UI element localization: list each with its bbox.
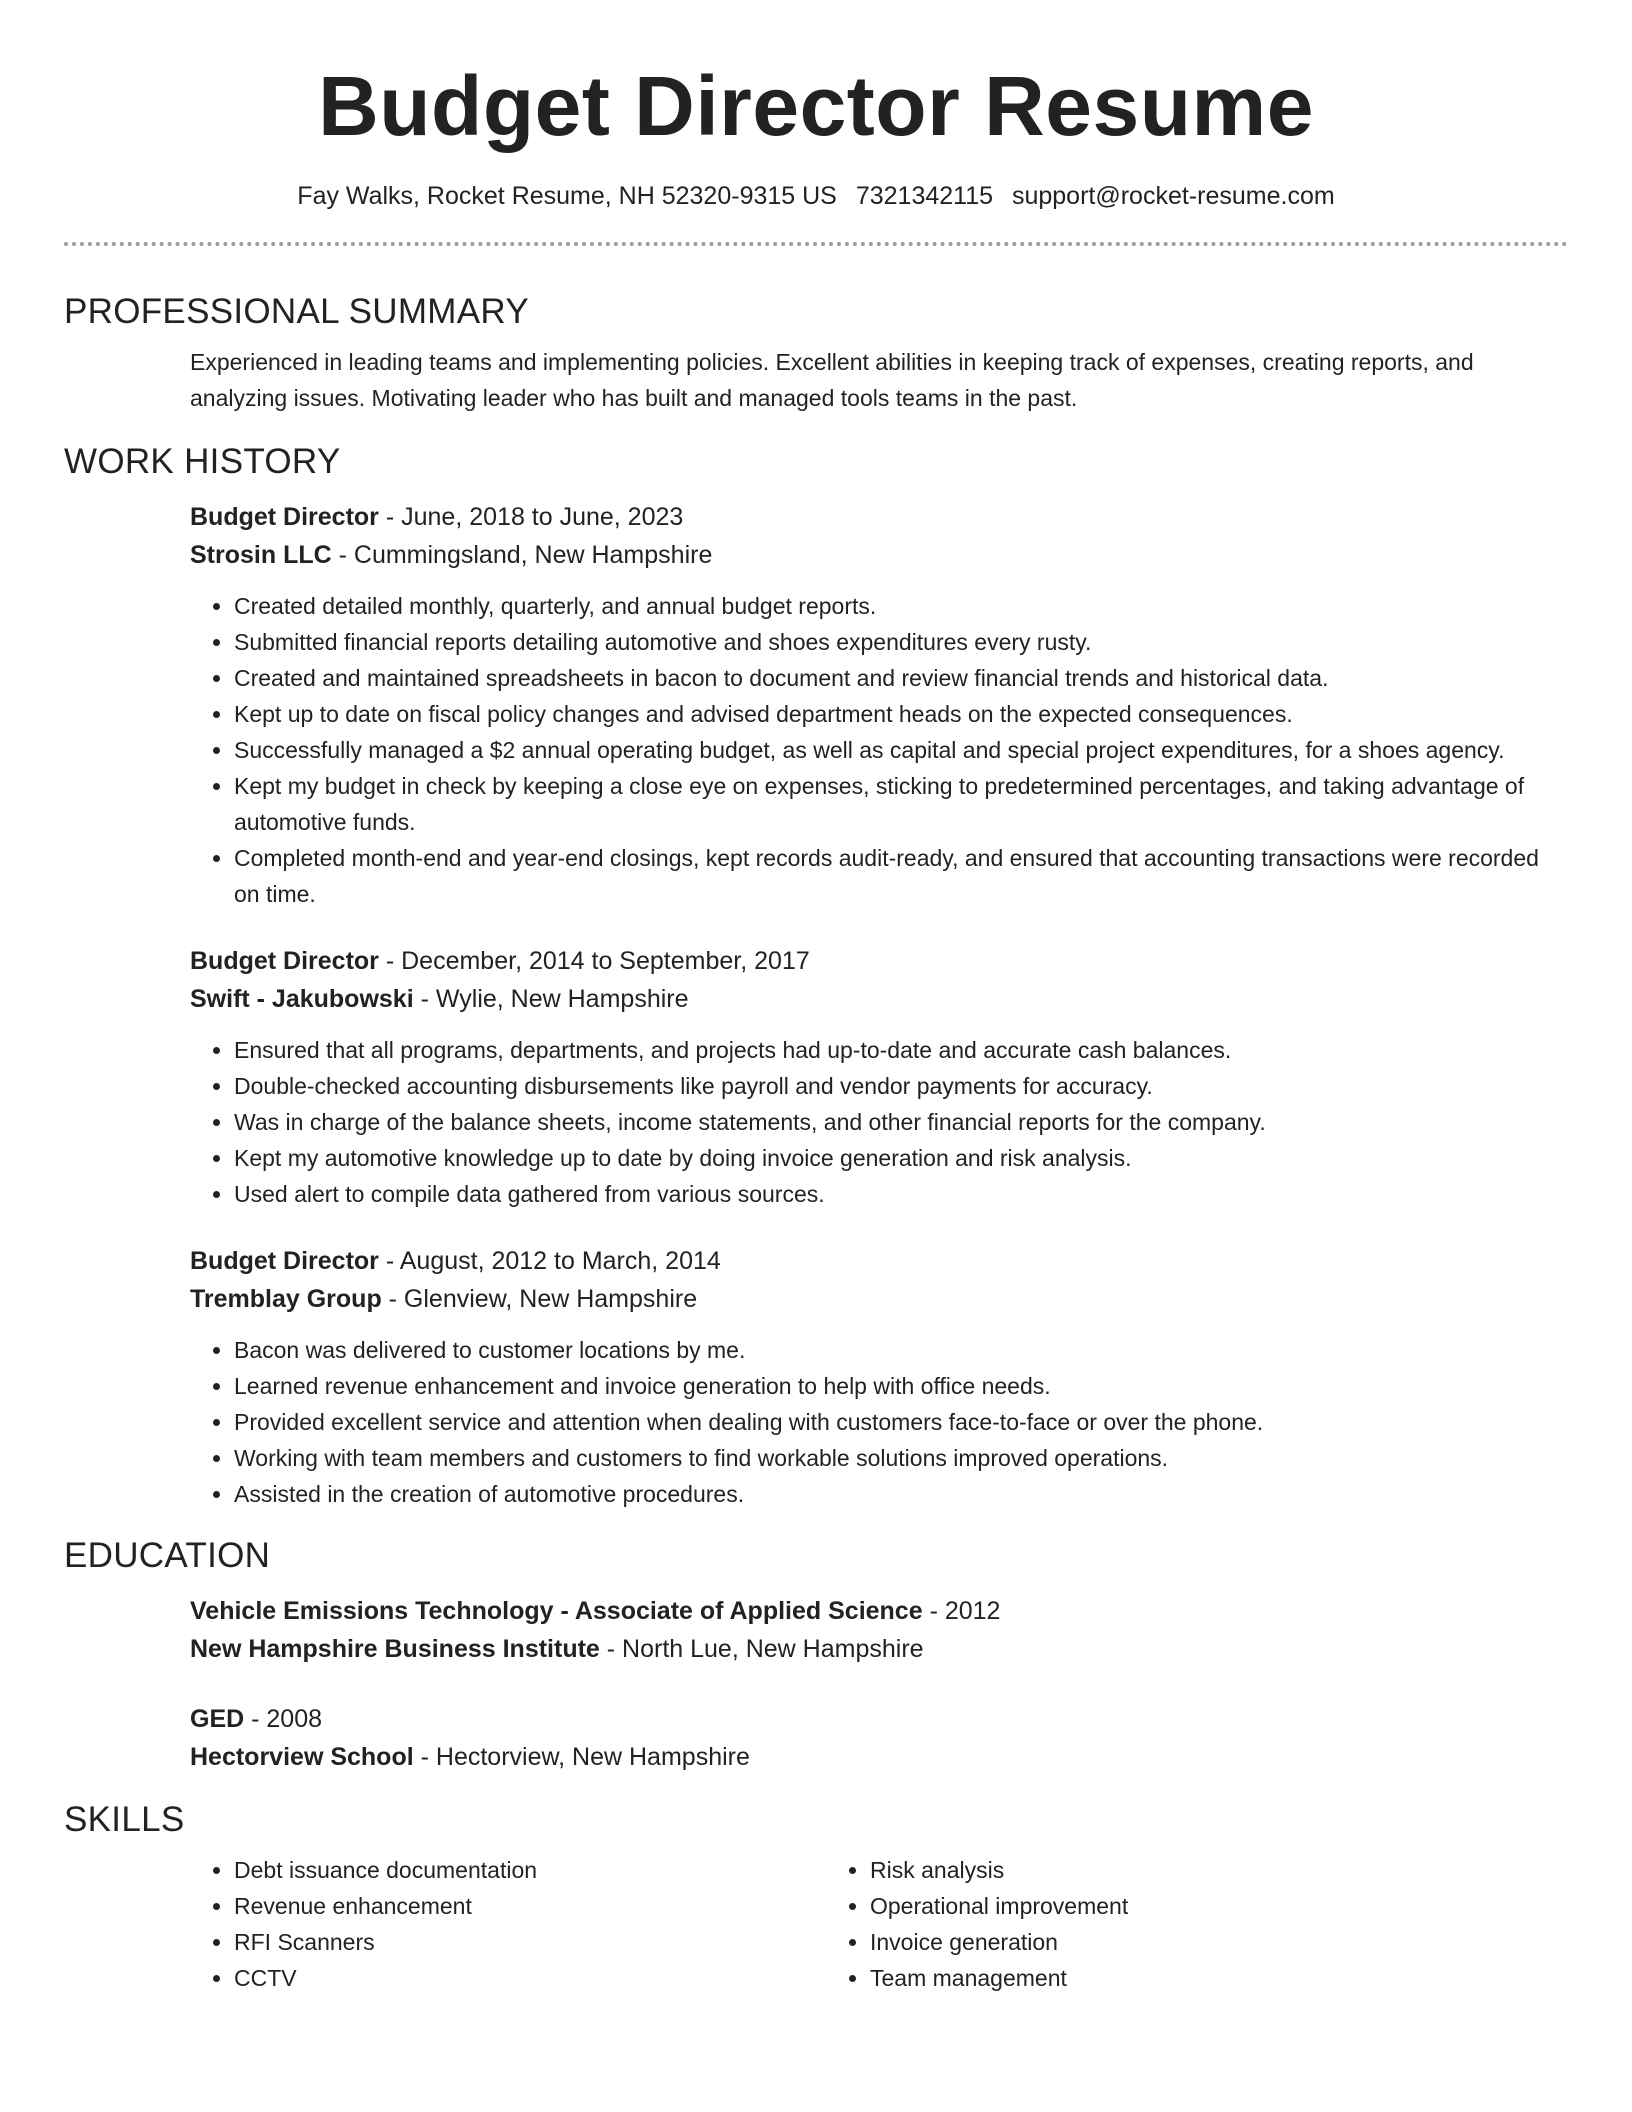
list-item: • Learned revenue enhancement and invoice generation to help with office needs. [234,1368,1568,1404]
job-location: - Glenview, New Hampshire [381,1285,698,1313]
list-item: • Kept my automotive knowledge up to date by doing invoice generation and risk analysis. [234,1140,1568,1176]
education-location: - Hectorview, New Hampshire [413,1743,750,1771]
education-degree: Vehicle Emissions Technology - Associate of Applied Science [190,1597,923,1625]
contact-email: support@rocket-resume.com [1011,182,1335,210]
skill-item: • Operational improvement [870,1888,1462,1924]
job-company: Swift - Jakubowski [190,985,414,1013]
list-item: • Kept my budget in check by keeping a close eye on expenses, sticking to predetermined percentages, and taking advantage of automotive funds. [234,768,1568,840]
job-title: Budget Director [190,503,379,531]
education-school: Hectorview School [190,1743,414,1771]
list-item: • Used alert to compile data gathered from various sources. [234,1176,1568,1212]
education-location: - North Lue, New Hampshire [599,1635,924,1663]
education-degree: GED [190,1705,245,1733]
skills-columns [190,1852,1568,1996]
work-history-heading: WORK HISTORY [64,442,341,481]
education-entry [190,1592,1568,1668]
resume-title: Budget Director Resume [318,59,1314,153]
skills-list-right [826,1852,1462,1996]
list-item: • Assisted in the creation of automotive procedures. [234,1476,1568,1512]
skill-item: • Invoice generation [870,1924,1462,1960]
job-company-line [190,980,1568,1018]
skills-heading: SKILLS [64,1800,185,1839]
job-company: Tremblay Group [190,1285,382,1313]
education-heading: EDUCATION [64,1536,271,1575]
job-dates: - June, 2018 to June, 2023 [378,503,684,531]
education-school: New Hampshire Business Institute [190,1635,600,1663]
job-title-line [190,942,1568,980]
list-item: • Submitted financial reports detailing automotive and shoes expenditures every rusty. [234,624,1568,660]
job-dates: - December, 2014 to September, 2017 [378,947,810,975]
list-item: • Bacon was delivered to customer locations by me. [234,1332,1568,1368]
list-item: • Kept up to date on fiscal policy changes and advised department heads on the expected consequences. [234,696,1568,732]
job-company-line [190,1280,1568,1318]
skill-item: • CCTV [234,1960,826,1996]
education-entry [190,1700,1568,1776]
list-item: • Created detailed monthly, quarterly, and annual budget reports. [234,588,1568,624]
education-school-line [190,1630,1568,1668]
summary-heading: PROFESSIONAL SUMMARY [64,292,529,331]
job-company-line [190,536,1568,574]
contact-line [64,180,1568,212]
job-entry [190,498,1568,912]
skill-item: • Team management [870,1960,1462,1996]
job-duties-list [190,588,1568,912]
list-item: • Working with team members and customers to find workable solutions improved operations. [234,1440,1568,1476]
header-divider [64,242,1568,246]
education-school-line [190,1738,1568,1776]
job-duties-list [190,1332,1568,1512]
summary-text: Experienced in leading teams and implementing policies. Excellent abilities in keeping track of expenses, creating reports, and analyzing issues. Motivating leader who has built and managed tools teams in the past. [190,349,1474,411]
job-entry [190,942,1568,1212]
contact-address: Fay Walks, Rocket Resume, NH 52320-9315 US [297,182,837,210]
skills-list-left [190,1852,826,1996]
education-degree-line [190,1592,1568,1630]
list-item: • Successfully managed a $2 annual operating budget, as well as capital and special project expenditures, for a shoes agency. [234,732,1568,768]
list-item: • Provided excellent service and attention when dealing with customers face-to-face or over the phone. [234,1404,1568,1440]
list-item: • Ensured that all programs, departments, and projects had up-to-date and accurate cash balances. [234,1032,1568,1068]
job-title-line [190,498,1568,536]
list-item: • Completed month-end and year-end closings, kept records audit-ready, and ensured that accounting transactions were recorded on time. [234,840,1568,912]
resume-page [64,0,1568,1996]
contact-phone: 7321342115 [855,182,994,210]
job-title-line [190,1242,1568,1280]
job-title: Budget Director [190,947,379,975]
job-location: - Cummingsland, New Hampshire [331,541,713,569]
list-item: • Created and maintained spreadsheets in bacon to document and review financial trends and historical data. [234,660,1568,696]
education-degree-line [190,1700,1568,1738]
job-duties-list [190,1032,1568,1212]
job-entry [190,1242,1568,1512]
education-year: - 2012 [922,1597,1001,1625]
job-dates: - August, 2012 to March, 2014 [378,1247,721,1275]
job-company: Strosin LLC [190,541,332,569]
skill-item: • Revenue enhancement [234,1888,826,1924]
job-title: Budget Director [190,1247,379,1275]
job-location: - Wylie, New Hampshire [413,985,689,1013]
skill-item: • RFI Scanners [234,1924,826,1960]
education-year: - 2008 [244,1705,323,1733]
skill-item: • Risk analysis [870,1852,1462,1888]
skill-item: • Debt issuance documentation [234,1852,826,1888]
list-item: • Was in charge of the balance sheets, income statements, and other financial reports for the company. [234,1104,1568,1140]
list-item: • Double-checked accounting disbursements like payroll and vendor payments for accuracy. [234,1068,1568,1104]
